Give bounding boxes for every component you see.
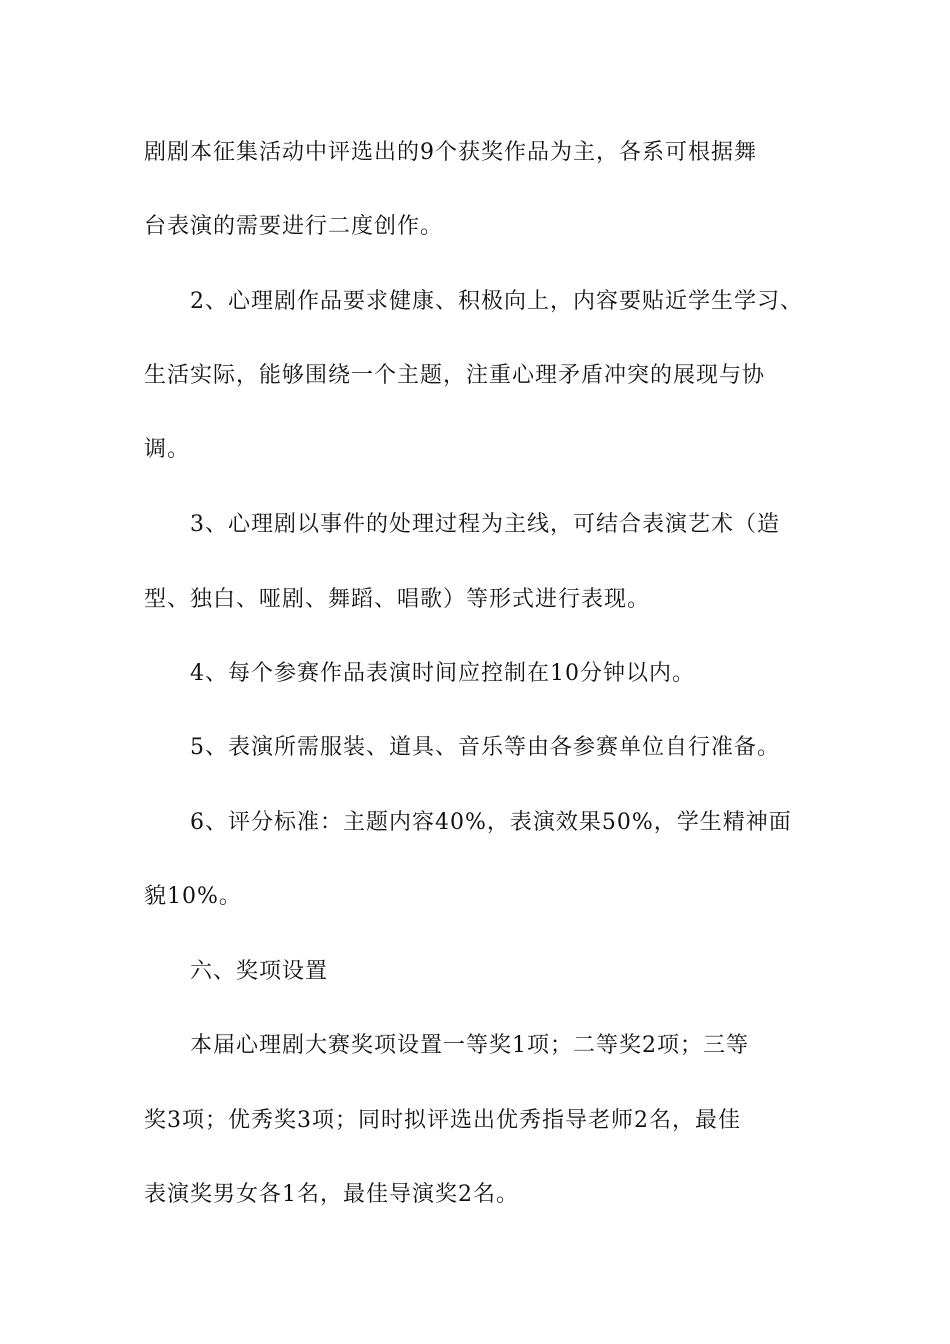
paragraph-line-8: 4、每个参赛作品表演时间应控制在10分钟以内。 (190, 661, 695, 686)
paragraph-line-15: 表演奖男女各1名，最佳导演奖2名。 (144, 1182, 519, 1207)
paragraph-line-7: 型、独白、哑剧、舞蹈、唱歌）等形式进行表现。 (144, 587, 651, 612)
paragraph-line-11: 貌10%。 (144, 884, 242, 909)
paragraph-line-6: 3、心理剧以事件的处理过程为主线，可结合表演艺术（造 (190, 512, 780, 537)
paragraph-line-2: 台表演的需要进行二度创作。 (144, 214, 444, 239)
paragraph-line-5: 调。 (144, 437, 191, 462)
paragraph-line-13: 本届心理剧大赛奖项设置一等奖1项；二等奖2项；三等 (190, 1033, 749, 1058)
section-heading: 六、奖项设置 (190, 959, 329, 984)
paragraph-line-9: 5、表演所需服装、道具、音乐等由各参赛单位自行准备。 (190, 735, 780, 760)
paragraph-line-1: 剧剧本征集活动中评选出的9个获奖作品为主，各系可根据舞 (144, 140, 757, 165)
paragraph-line-3: 2、心理剧作品要求健康、积极向上，内容要贴近学生学习、 (190, 289, 803, 314)
paragraph-line-4: 生活实际，能够围绕一个主题，注重心理矛盾冲突的展现与协 (144, 363, 766, 388)
paragraph-line-10: 6、评分标准：主题内容40%，表演效果50%，学生精神面 (190, 810, 792, 835)
paragraph-line-14: 奖3项；优秀奖3项；同时拟评选出优秀指导老师2名，最佳 (144, 1108, 741, 1133)
